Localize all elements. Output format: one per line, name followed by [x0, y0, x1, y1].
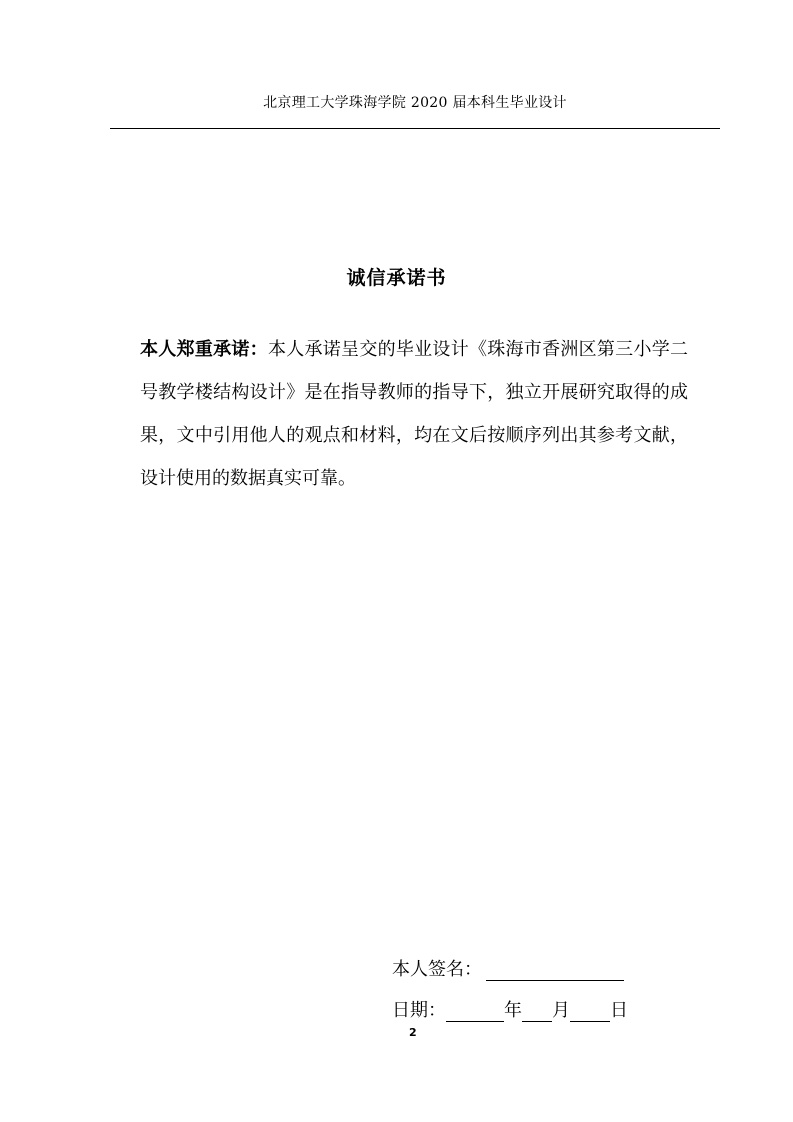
page-number: 2 — [409, 1026, 417, 1039]
year-blank — [446, 1001, 504, 1022]
year-label: 年 — [504, 1000, 522, 1021]
signature-row — [392, 955, 624, 981]
pledge-paragraph — [140, 328, 688, 500]
pledge-lead: 本人郑重承诺： — [140, 339, 268, 360]
date-row — [392, 996, 628, 1022]
page-header: 北京理工大学珠海学院 2020 届本科生毕业设计 — [263, 95, 567, 111]
day-label: 日 — [610, 1000, 628, 1021]
day-blank — [570, 1001, 610, 1022]
month-label: 月 — [552, 1000, 570, 1021]
signature-blank — [486, 960, 624, 981]
month-blank — [522, 1001, 552, 1022]
header-divider — [110, 128, 720, 129]
signature-label: 本人签名： — [392, 959, 482, 980]
pledge-body: 本人承诺呈交的毕业设计《珠海市香洲区第三小学二号教学楼结构设计》是在指导教师的指导下，独立开展研究取得的成果，文中引用他人的观点和材料，均在文后按顺序列出其参考文献，设计使用的数据真实可靠。 — [140, 339, 689, 489]
date-label: 日期： — [392, 1000, 446, 1021]
document-title: 诚信承诺书 — [346, 267, 447, 289]
